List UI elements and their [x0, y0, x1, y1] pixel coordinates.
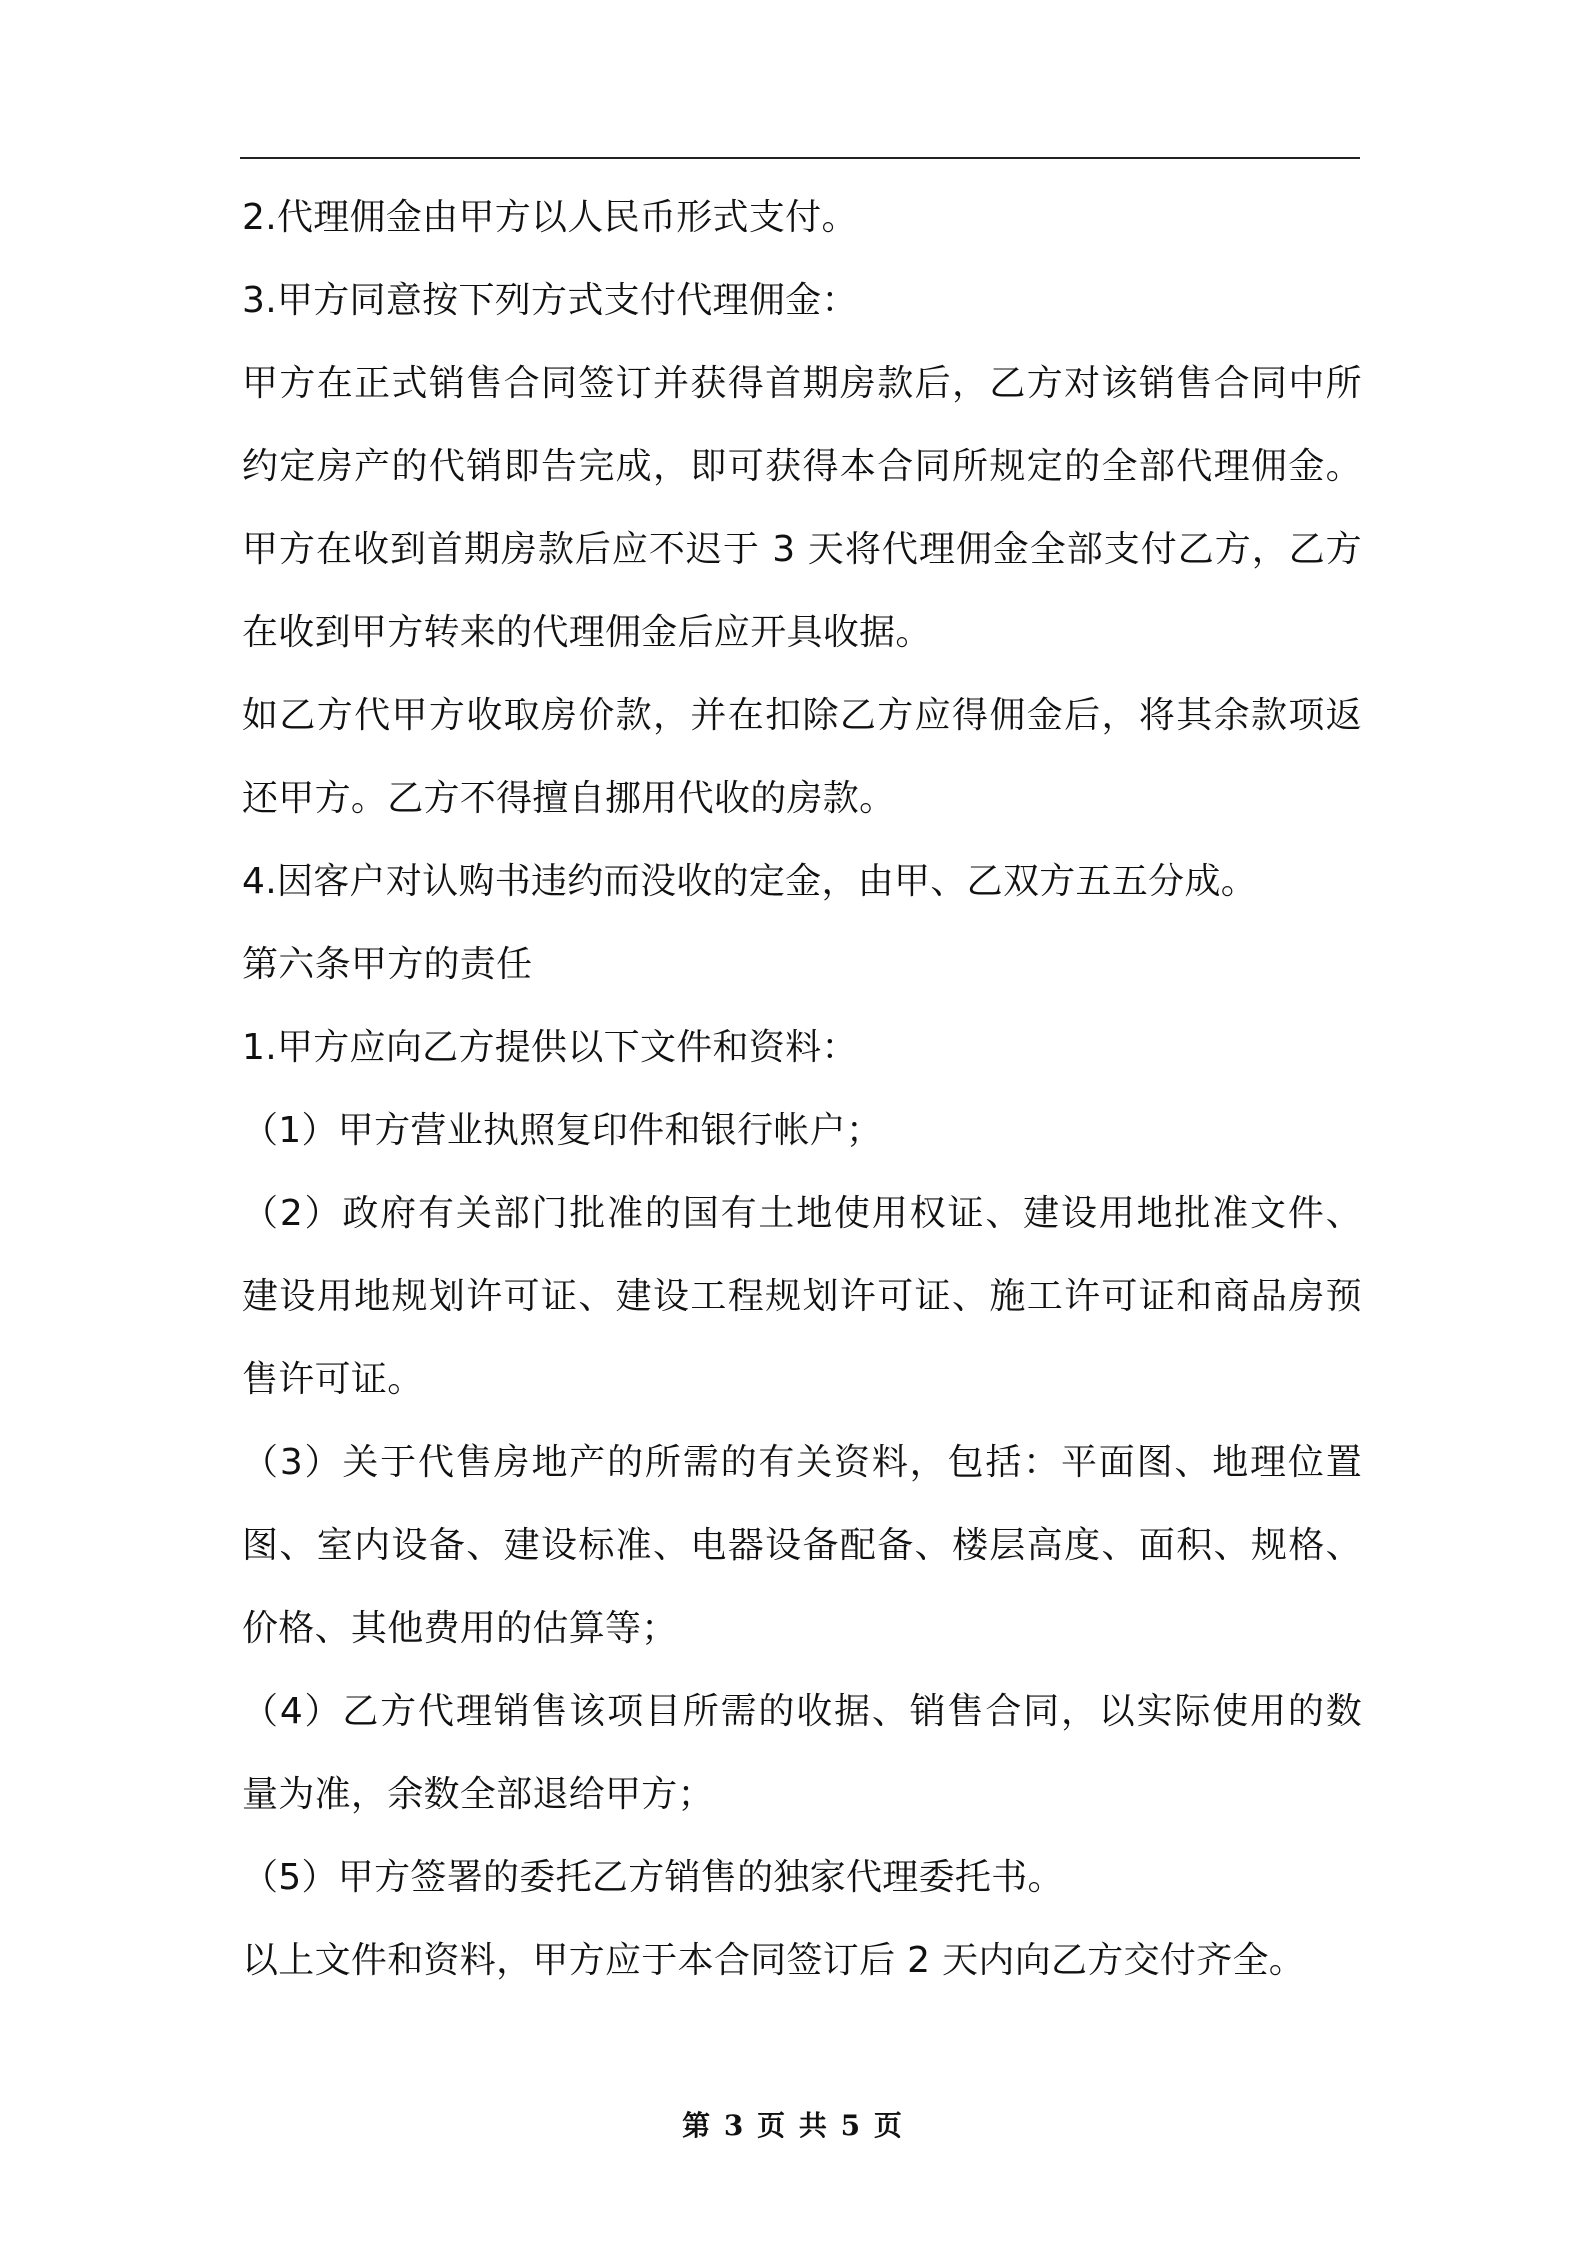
list-item: （2）政府有关部门批准的国有土地使用权证、建设用地批准文件、 — [242, 1193, 1362, 1234]
paragraph-line: 量为准，余数全部退给甲方； — [242, 1774, 714, 1815]
paragraph-line: 还甲方。乙方不得擅自挪用代收的房款。 — [242, 778, 896, 819]
paragraph-line: 如乙方代甲方收取房价款，并在扣除乙方应得佣金后，将其余款项返 — [242, 695, 1362, 736]
paragraph-line: 3.甲方同意按下列方式支付代理佣金： — [242, 280, 858, 321]
paragraph-line: 售许可证。 — [242, 1359, 424, 1400]
page-number: 第 3 页 共 5 页 — [682, 2109, 904, 2142]
paragraph-line: 甲方在收到首期房款后应不迟于 3 天将代理佣金全部支付乙方，乙方 — [242, 529, 1362, 570]
paragraph-line: 4.因客户对认购书违约而没收的定金，由甲、乙双方五五分成。 — [242, 861, 1258, 902]
paragraph-line: 约定房产的代销即告完成，即可获得本合同所规定的全部代理佣金。 — [242, 446, 1362, 487]
paragraph-line: 甲方在正式销售合同签订并获得首期房款后，乙方对该销售合同中所 — [242, 363, 1362, 404]
paragraph-line: 价格、其他费用的估算等； — [242, 1608, 678, 1649]
paragraph-line: 2.代理佣金由甲方以人民币形式支付。 — [242, 197, 858, 238]
list-item: （4）乙方代理销售该项目所需的收据、销售合同，以实际使用的数 — [242, 1691, 1362, 1732]
header-rule — [240, 157, 1360, 159]
paragraph-line: 图、室内设备、建设标准、电器设备配备、楼层高度、面积、规格、 — [242, 1525, 1362, 1566]
paragraph-line: 建设用地规划许可证、建设工程规划许可证、施工许可证和商品房预 — [242, 1276, 1362, 1317]
document-body — [242, 198, 1362, 2024]
paragraph-line: 在收到甲方转来的代理佣金后应开具收据。 — [242, 612, 932, 653]
paragraph-line: 以上文件和资料，甲方应于本合同签订后 2 天内向乙方交付齐全。 — [242, 1940, 1306, 1981]
list-item: （5）甲方签署的委托乙方销售的独家代理委托书。 — [242, 1857, 1064, 1898]
paragraph-line: 1.甲方应向乙方提供以下文件和资料： — [242, 1027, 858, 1068]
section-heading: 第六条甲方的责任 — [242, 944, 533, 985]
list-item: （1）甲方营业执照复印件和银行帐户； — [242, 1110, 883, 1151]
list-item: （3）关于代售房地产的所需的有关资料，包括：平面图、地理位置 — [242, 1442, 1362, 1483]
